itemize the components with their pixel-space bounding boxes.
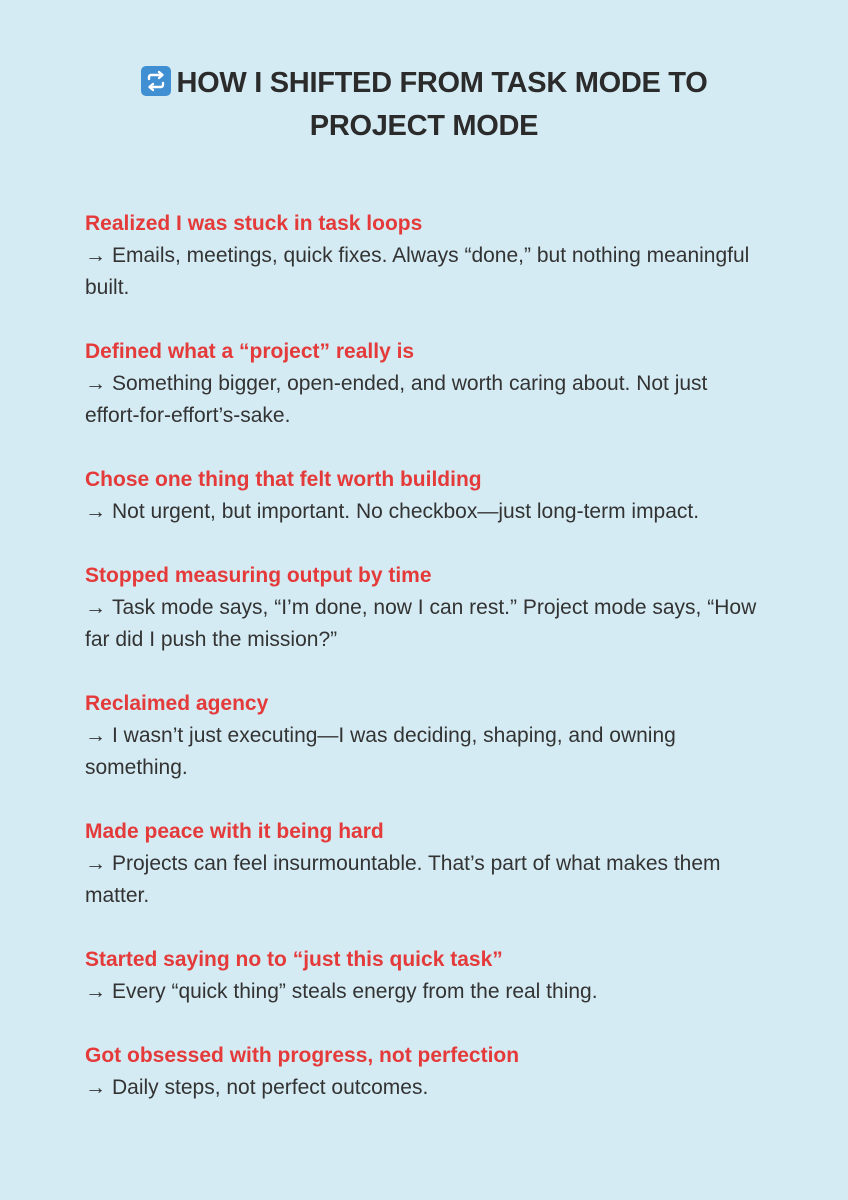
list-item (85, 464, 763, 528)
item-body-text: Emails, meetings, quick fixes. Always “done,” but nothing meaningful built. (85, 244, 750, 299)
item-body (85, 592, 763, 656)
arrow-icon: → (85, 372, 106, 395)
item-heading: Started saying no to “just this quick task” (85, 948, 503, 971)
list-item (85, 944, 763, 1008)
list-item (85, 208, 763, 304)
item-heading: Realized I was stuck in task loops (85, 212, 423, 235)
item-body-text: Every “quick thing” steals energy from the real thing. (112, 980, 598, 1003)
shift-list (85, 208, 763, 1104)
list-item (85, 336, 763, 432)
item-body (85, 368, 763, 432)
item-body (85, 848, 763, 912)
item-heading: Chose one thing that felt worth building (85, 468, 482, 491)
arrow-icon: → (85, 244, 106, 267)
repeat-arrows-icon (141, 66, 171, 96)
item-heading: Reclaimed agency (85, 692, 269, 715)
list-item (85, 816, 763, 912)
list-item (85, 1040, 763, 1104)
arrow-icon: → (85, 500, 106, 523)
item-body (85, 720, 763, 784)
item-body (85, 976, 763, 1008)
item-body (85, 1072, 763, 1104)
arrow-icon: → (85, 596, 106, 619)
arrow-icon: → (85, 980, 106, 1003)
item-body (85, 240, 763, 304)
item-body-text: Something bigger, open-ended, and worth caring about. Not just effort-for-effort’s-sake. (85, 372, 708, 427)
list-item (85, 560, 763, 656)
arrow-icon: → (85, 724, 106, 747)
arrow-icon: → (85, 1076, 106, 1099)
item-body-text: Projects can feel insurmountable. That’s part of what makes them matter. (85, 852, 721, 907)
item-body-text: Task mode says, “I’m done, now I can rest.” Project mode says, “How far did I push the mission?” (85, 596, 757, 651)
item-body-text: I wasn’t just executing—I was deciding, shaping, and owning something. (85, 724, 676, 779)
arrow-icon: → (85, 852, 106, 875)
item-body-text: Not urgent, but important. No checkbox—just long-term impact. (112, 500, 700, 523)
item-heading: Stopped measuring output by time (85, 564, 432, 587)
item-body (85, 496, 763, 528)
item-heading: Got obsessed with progress, not perfection (85, 1044, 520, 1067)
list-item (85, 688, 763, 784)
item-heading: Defined what a “project” really is (85, 340, 415, 363)
item-body-text: Daily steps, not perfect outcomes. (112, 1076, 429, 1099)
page-title (85, 62, 763, 148)
title-text: HOW I SHIFTED FROM TASK MODE TO PROJECT MODE (176, 67, 708, 142)
item-heading: Made peace with it being hard (85, 820, 384, 843)
